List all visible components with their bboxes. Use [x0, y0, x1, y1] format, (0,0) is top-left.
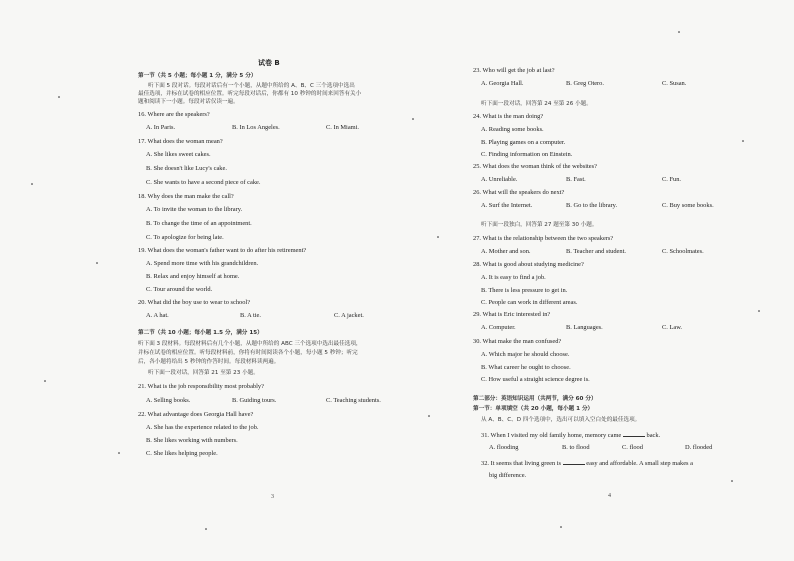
option-21a: A. Selling books. [146, 397, 191, 404]
option-26c: C. Buy some books. [662, 202, 714, 209]
question-31 [481, 430, 660, 440]
question-27: 27. What is the relationship between the two speakers? [473, 235, 614, 242]
scan-speck [96, 262, 98, 264]
section2-instruction-line: 听下面 3 段材料。每段材料后有几个小题，从题中所给的 ABC 三个选项中选出最佳选项， [138, 341, 362, 347]
option-19b: B. Relax and enjoy himself at home. [146, 273, 240, 280]
scan-speck [758, 310, 760, 312]
option-19c: C. Tour around the world. [146, 286, 213, 293]
scan-speck [678, 31, 680, 33]
scan-speck [731, 480, 733, 482]
question-25: 25. What does the woman think of the websites? [473, 163, 597, 170]
option-29b: B. Languages. [566, 324, 603, 331]
option-19a: A. Spend more time with his grandchildren. [146, 260, 259, 267]
option-31b: B. to flood [562, 444, 590, 451]
option-31c: C. flood [622, 444, 643, 451]
question-24: 24. What is the man doing? [473, 113, 544, 120]
scan-speck [205, 528, 207, 530]
question-31-text: 31. When I visited my old family home, memory came [481, 432, 622, 439]
option-17b: B. She doesn't like Lucy's cake. [146, 165, 227, 172]
question-30: 30. What make the man confused? [473, 338, 562, 345]
scan-speck [58, 96, 60, 98]
option-21b: B. Guiding tours. [232, 397, 277, 404]
section1-heading: 第一节（共 5 小题；每小题 1 分，满分 5 分） [138, 73, 257, 79]
option-28b: B. There is less pressure to get in. [481, 287, 568, 294]
option-22c: C. She likes helping people. [146, 450, 218, 457]
listening-instruction: 听下面一段独白，回答第 27 题至第 30 小题。 [481, 222, 598, 228]
scan-speck [742, 140, 744, 142]
page-number-right: 4 [608, 493, 611, 499]
question-32 [481, 458, 693, 468]
option-25a: A. Unreliable. [481, 176, 518, 183]
question-29: 29. What is Eric interested in? [473, 311, 551, 318]
option-26a: A. Surf the Internet. [481, 202, 533, 209]
section2-heading: 第二节（共 10 小题；每小题 1.5 分，满分 15） [138, 330, 263, 336]
question-22: 22. What advantage does Georgia Hall have? [138, 411, 254, 418]
option-27b: B. Teacher and student. [566, 248, 626, 255]
part2-subheading: 第一节：单项填空（共 20 小题，每小题 1 分） [473, 406, 594, 412]
option-21c: C. Teaching students. [326, 397, 381, 404]
answer-blank [623, 430, 645, 437]
answer-blank [563, 458, 585, 465]
scan-speck [428, 415, 430, 417]
option-22b: B. She likes working with numbers. [146, 437, 238, 444]
question-23: 23. Who will get the job at last? [473, 67, 555, 74]
option-17c: C. She wants to have a second piece of cake. [146, 179, 261, 186]
section2-instruction-line: 后，各小题将给出 5 秒钟的作答时间。每段材料读两遍。 [138, 359, 280, 365]
scan-speck [31, 183, 33, 185]
option-24c: C. Finding information on Einstein. [481, 151, 573, 158]
option-25b: B. Fast. [566, 176, 586, 183]
option-30a: A. Which major he should choose. [481, 351, 570, 358]
question-18: 18. Why does the man make the call? [138, 193, 234, 200]
option-29c: C. Law. [662, 324, 682, 331]
option-23a: A. Georgia Hall. [481, 80, 524, 87]
option-30b: B. What career he ought to choose. [481, 364, 571, 371]
scan-speck [437, 236, 439, 238]
option-23c: C. Susan. [662, 80, 687, 87]
option-20b: B. A tie. [240, 312, 261, 319]
question-21: 21. What is the job responsibility most probably? [138, 383, 264, 390]
part2-instruction: 从 A、B、C、D 四个选项中，选出可以填入空白处的最佳选项。 [481, 417, 641, 423]
option-16a: A. In Paris. [146, 124, 176, 131]
question-20: 20. What did the boy use to wear to school? [138, 299, 251, 306]
option-23b: B. Greg Otero. [566, 80, 604, 87]
section2-instruction-line: 听下面一段对话，回答第 21 至第 23 小题。 [148, 370, 259, 376]
option-16b: B. In Los Angeles. [232, 124, 280, 131]
scan-speck [412, 118, 414, 120]
option-26b: B. Go to the library. [566, 202, 618, 209]
section1-instruction-line: 最佳选项，并标在试卷的相应位置。听完每段对话后，你都有 10 秒钟的时间来回答有关小 [138, 91, 362, 97]
scan-speck [118, 452, 120, 454]
option-20c: C. A jacket. [334, 312, 364, 319]
option-31a: A. flooding [489, 444, 519, 451]
option-28a: A. It is easy to find a job. [481, 274, 546, 281]
section2-instruction-line: 并标在试卷的相应位置。听每段材料前，你将有时间阅读各个小题，每小题 5 秒钟；听完 [138, 350, 358, 356]
question-32-text: 32. It seems that living green is [481, 460, 562, 467]
option-24a: A. Reading some books. [481, 126, 544, 133]
part2-heading: 第二部分：英语知识运用（共两节，满分 60 分） [473, 396, 597, 402]
question-16: 16. Where are the speakers? [138, 111, 210, 118]
option-30c: C. How useful a straight science degree is. [481, 376, 590, 383]
option-24b: B. Playing games on a computer. [481, 139, 566, 146]
scan-speck [560, 526, 562, 528]
option-27c: C. Schoolmates. [662, 248, 704, 255]
option-17a: A. She likes sweet cakes. [146, 151, 211, 158]
listening-instruction: 听下面一段对话，回答第 24 至第 26 小题。 [481, 101, 592, 107]
question-31-tail: back. [646, 432, 661, 439]
question-32-tail: easy and affordable. A small step makes a [586, 460, 693, 467]
option-29a: A. Computer. [481, 324, 516, 331]
option-27a: A. Mother and son. [481, 248, 531, 255]
option-28c: C. People can work in different areas. [481, 299, 578, 306]
option-18b: B. To change the time of an appointment. [146, 220, 252, 227]
section1-instruction-line: 听下面 5 段对话。每段对话后有一个小题，从题中所给的 A、B、C 三个选项中选出 [148, 83, 355, 89]
option-20a: A. A hat. [146, 312, 169, 319]
paper-title: 试卷 B [258, 59, 280, 67]
question-17: 17. What does the woman mean? [138, 138, 223, 145]
page-number-left: 3 [271, 494, 274, 500]
question-19: 19. What does the woman's father want to do after his retirement? [138, 247, 307, 254]
option-31d: D. flooded [685, 444, 713, 451]
option-18a: A. To invite the woman to the library. [146, 206, 243, 213]
question-28: 28. What is good about studying medicine? [473, 261, 584, 268]
question-26: 26. What will the speakers do next? [473, 189, 565, 196]
option-16c: C. In Miami. [326, 124, 360, 131]
scan-speck [44, 380, 46, 382]
question-32-continued: big difference. [489, 472, 527, 479]
option-18c: C. To apologize for being late. [146, 234, 224, 241]
option-22a: A. She has the experience related to the job. [146, 424, 259, 431]
section1-instruction-line: 题和阅读下一小题。每段对话仅读一遍。 [138, 99, 239, 105]
option-25c: C. Fun. [662, 176, 682, 183]
